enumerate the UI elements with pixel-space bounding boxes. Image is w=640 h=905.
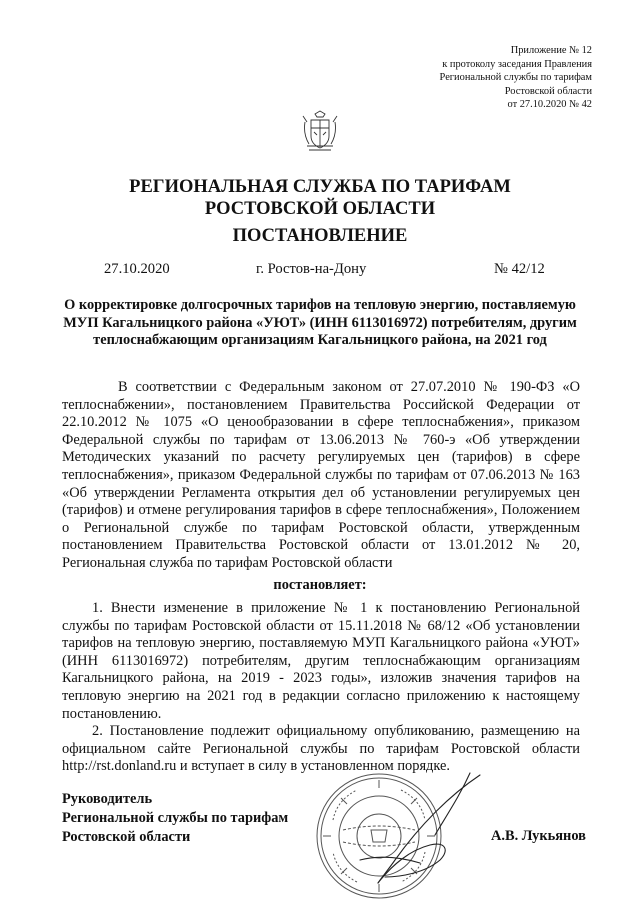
signatory-name: А.В. Лукьянов [491, 828, 586, 844]
document-subject: О корректировке долгосрочных тарифов на тепловую энергию, поставляемую МУП Кагальницкого района «УЮТ» (ИНН 6113016972) потребителям, другим теплоснабжающим организациям Кагальницкого района, на 2021 год [63, 297, 577, 349]
document-type: ПОСТАНОВЛЕНИЕ [232, 226, 408, 246]
document-number: № 42/12 [494, 261, 545, 277]
organization-title [0, 176, 640, 220]
handwritten-signature-icon [300, 765, 500, 900]
annex-line: от 27.10.2020 № 42 [507, 99, 592, 111]
annex-line: Ростовской области [504, 85, 592, 97]
document-city: г. Ростов-на-Дону [256, 261, 367, 277]
resolves-heading: постановляет: [273, 577, 367, 593]
signatory-position-line3: Ростовской области [62, 829, 191, 845]
annex-note [332, 44, 592, 112]
coat-of-arms-icon [301, 110, 339, 156]
annex-line: Приложение № 12 [510, 45, 592, 56]
document-date: 27.10.2020 [104, 261, 170, 277]
organization-title-line1: РЕГИОНАЛЬНАЯ СЛУЖБА ПО ТАРИФАМ [129, 177, 511, 197]
annex-line: к протоколу заседания Правления [442, 58, 592, 70]
annex-line: Региональной службы по тарифам [439, 72, 592, 84]
signatory-position [62, 790, 288, 847]
item-2-paragraph: 2. Постановление подлежит официальному опубликованию, размещению на официальном сайте Региональной службы по тарифам Ростовской области http://rst.donland.ru и вступает в силу в установленном порядке. [62, 723, 580, 775]
signatory-position-line1: Руководитель [62, 791, 153, 807]
item-1-paragraph: 1. Внести изменение в приложение № 1 к постановлению Региональной службы по тарифам Ростовской области от 15.11.2018 № 68/12 «Об установлении тарифов на тепловую энергию, поставляемую МУП Кагальницкого района «УЮТ» (ИНН 6113016972) потребителям, другим теплоснабжающим организациям Кагальницкого района, на 2019 - 2023 годы», изложив значения тарифов на тепловую энергию на 2021 год в редакции согласно приложению к настоящему постановлению. [62, 600, 580, 722]
intro-paragraph: В соответствии с Федеральным законом от 27.07.2010 № 190-ФЗ «О теплоснабжении», постановлением Правительства Российской Федерации от 22.10.2012 № 1075 «О ценообразовании в сфере теплоснабжения», приказом Федеральной службы по тарифам от 13.06.2013 № 760-э «Об утверждении Методических указаний по расчету регулируемых цен (тарифов) в сфере теплоснабжения», приказом Федеральной службы по тарифам от 07.06.2013 № 163 «Об утверждении Регламента открытия дел об установлении регулируемых цен (тарифов) и отмене регулирования тарифов в сфере теплоснабжения», Положением о Региональной службе по тарифам Ростовской области, утвержденным постановлением Правительства Ростовской области от 13.01.2012 № 20, Региональная служба по тарифам Ростовской области [62, 379, 580, 571]
signatory-position-line2: Региональной службы по тарифам [62, 810, 289, 826]
organization-title-line2: РОСТОВСКОЙ ОБЛАСТИ [204, 199, 436, 219]
